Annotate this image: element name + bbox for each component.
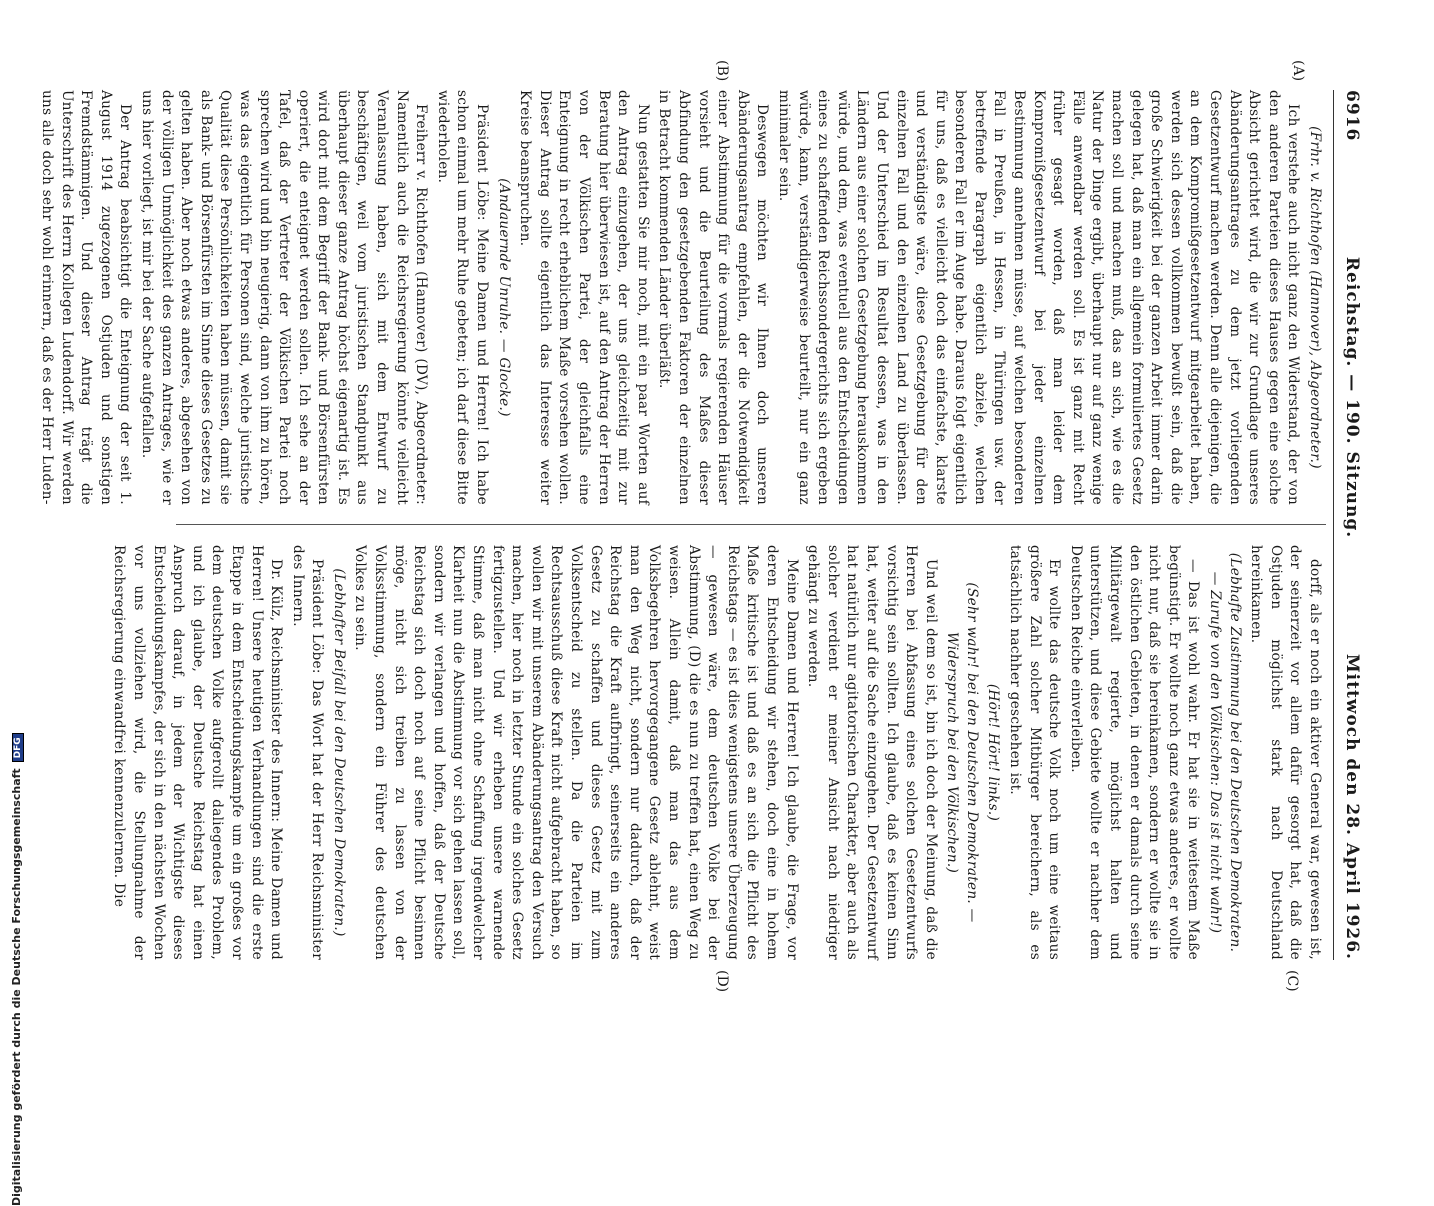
- credit-text: Digitalisierung gefördert durch die Deutsche Forschungsgemeinschaft: [10, 768, 23, 1206]
- paragraph: (Lebhafter Beifall bei den Deutschen Demokraten.): [330, 568, 347, 937]
- dfg-logo: DFG: [12, 733, 24, 762]
- page-header: [1333, 90, 1370, 960]
- paragraph: Deswegen möchten wir Ihnen doch unseren Abänderungsantrag empfehlen, der die Notwendigkeit einer Abstimmung für die vormals regierenden Häuser vorsieht und die Beurteilung des Maßes dieser Abfindung den gesetzgebenden Faktoren der einzelnen in Betracht kommenden Länder überläßt.: [656, 90, 771, 505]
- paragraph: — Das ist wohl wahr. Er hat sie in weitestem Maße begünstigt. Er wollte noch ganz etwas anderes, er wollte nicht nur, daß sie hereinkamen, sondern er wollte sie in den östlichen Gebieten, in denen er damals durch seine Militärgewalt regierte, möglichst halten und unterstützen, und diese Gebiete wollte er nachher dem Deutschen Reiche einverleiben.: [1067, 545, 1202, 960]
- paragraph: dorff, als er noch ein aktiver General war, gewesen ist, der seinerzeit vor allem dafür gesorgt hat, daß die Ostjuden möglichst stark nach Deutschland hereinkamen.: [1248, 545, 1323, 960]
- left-column: [34, 90, 1324, 505]
- margin-mark-c: (C): [1284, 970, 1300, 992]
- margin-mark-d: (D): [714, 970, 730, 993]
- paragraph: Ich verstehe auch nicht ganz den Widerstand, der von den anderen Parteien dieses Hauses gegen eine solche Absicht gerichtet wird, die wir zur Grundlage unseres Abänderungsantrages zu dem jetzt vorliegenden Gesetzentwurf machen werden. Denn alle diejenigen, die an dem Kompromißgesetzentwurf mitgearbeitet haben, werden sich dessen vollkommen bewußt sein, daß die große Schwierigkeit bei der ganzen Arbeit immer darin gelegen hat, daß man ein allgemein formuliertes Gesetz machen soll und machen muß, das an sich, wie es die Natur der Dinge ergibt, überhaupt nur auf ganz wenige Fälle anwendbar werden soll. Es ist ganz mit Recht früher gesagt worden, daß man leider dem Kompromißgesetzentwurf bei jeder einzelnen Bestimmung annehmen müsse, auf welchen besonderen Fall in Preußen, in Hessen, in Thüringen usw. der betreffende Paragraph eigentlich abziele, welchen besonderen Fall er im Auge habe. Daraus folgt eigentlich für uns, daß es vielleicht doch das einfachste, klarste und verständigste wäre, diese Gesetzgebung für den einzelnen Fall und den einzelnen Land zu überlassen. Und der Unterschied im Resultat dessen, was in den Ländern aus einer solchen Gesetzgebung herauskommen würde, und dem, was eventuell aus den Entscheidungen eines zu schaffenden Reichssondergerichts sich ergeben würde, kann, verständigerweise beurteilt, nur ein ganz minimaler sein.: [775, 90, 1302, 505]
- paragraph: (Sehr wahr! bei den Deutschen Demokraten. — Widerspruch bei den Völkischen.): [944, 582, 980, 923]
- paragraph: (Hört! Hört! links.): [985, 683, 1002, 822]
- session-date: Mittwoch den 28. April 1926.: [1342, 653, 1362, 960]
- right-column: [107, 545, 1324, 960]
- session-title: Reichstag. — 190. Sitzung.: [1342, 256, 1362, 539]
- paragraph: Dr. Külz, Reichsminister des Innern: Meine Damen und Herren! Unsere heutigen Verhandlungen sind die erste Etappe in dem Entscheidungskampfe um ein großes vor dem deutschen Volke aufgerollt daliegendes Problem, und ich glaube, der Deutsche Reichstag hat einen Anspruch darauf, in jedem der Wichtigste dieses Entscheidungskampfes, der sich in den nächsten Wochen vor uns vollziehen wird, die Stellungnahme der Reichsregierung einwandfrei kennenzulernen. Die: [111, 545, 285, 960]
- paragraph: Freiherr v. Richthofen (Hannover) (DV), Abgeordneter: Namentlich auch die Reichsregierung könnte vielleicht Veranlassung haben, sich mit dem Entwurf zu beschäftigen, weil vom juristischen Standpunkt aus überhaupt dieser ganze Antrag höchst eigenartig ist. Es wird dort mit dem Begriff der Bank- und Börsenfürsten operiert, die enteignet werden sollen. Ich sehe an der Tafel, daß der Vertreter der Völkischen Partei noch sprechen wird und bin neugierig, dann von ihm zu hören, was das eigentlich für Personen sind, welche juristische Qualität diese Persönlichkeiten haben müssen, damit sie als Bank- und Börsenfürsten im Sinne dieses Gesetzes zu gelten haben. Aber noch etwas anderes, abgesehen von der völligen Unmöglichkeit des ganzen Antrages, wie er uns hier vorliegt, ist mir bei der Sache aufgefallen.: [138, 90, 430, 505]
- page-number: 6916: [1342, 90, 1362, 142]
- paragraph: Präsident Löbe: Meine Damen und Herren! Ich habe schon einmal um mehr Ruhe gebeten; ich darf diese Bitte wiederholen.: [434, 90, 491, 505]
- column-divider: [176, 524, 1326, 525]
- paragraph: Der Antrag beabsichtigt die Enteignung der seit 1. August 1914 zugezogenen Ostjuden und sonstigen Fremdstämmigen. Und dieser Antrag trägt die Unterschrift des Herrn Kollegen Ludendorff. Wir werden uns alle doch sehr wohl erinnern, daß es der Herr Luden-: [39, 90, 134, 505]
- paragraph: Nun gestatten Sie mir noch, mit ein paar Worten auf den Antrag einzugehen, der uns gleichzeitig mit zur Beratung hier überwiesen ist, auf den Antrag der Herren von der Völkischen Partei, der gleichfalls eine Enteignung in recht erheblichem Maße vorsehen wollen. Dieser Antrag sollte eigentlich das Interesse weiter Kreise beanspruchen.: [517, 90, 651, 505]
- margin-mark-b: (B): [714, 60, 730, 82]
- paragraph: (Lebhafte Zustimmung bei den Deutschen Demokraten. — Zurufe von den Völkischen: Das ist nicht wahr!): [1207, 552, 1243, 953]
- paragraph: Meine Damen und Herren! Ich glaube, die Frage, vor deren Entscheidung wir stehen, doch eine in hohem Maße kritische ist und daß es an sich die Pflicht des Reichstags — es ist dies wenigstens unsere Überzeugung — gewesen wäre, dem deutschen Volke bei der Abstimmung, (D) die es nun zu treffen hat, einen Weg zu weisen. Allein damit, daß man das aus dem Volksbegehren hervorgegangene Gesetz ablehnt, weist man den Weg nicht, sondern nur dadurch, daß der Reichstag die Kraft aufbringt, seinerseits ein anderes Gesetz zu schaffen und dieses Gesetz mit zum Volksentscheid zu stellen. Da die Parteien im Rechtsausschuß diese Kraft nicht aufgebracht haben, so wollen wir mit unserem Abänderungsantrag den Versuch machen, hier noch in letzter Stunde ein solches Gesetz fertigzustellen. Und wir erheben unsere warnende Stimme, daß man nicht ohne Schaffung irgendwelcher Klarheit nun die Abstimmung vor sich gehen lassen soll, sondern wir verlangen und hoffen, daß der Deutsche Reichstag sich doch noch auf seine Pflicht besinnen möge, nicht sich treiben zu lassen von der Volksstimmung, sondern ein Führer des deutschen Volkes zu sein.: [352, 545, 800, 960]
- paragraph: (Andauernde Unruhe. — Glocke.): [495, 178, 512, 417]
- paragraph: Und weil dem so ist, bin ich doch der Meinung, daß die Herren bei Abfassung eines solchen Gesetzentwurfs vorsichtig sein sollten. Ich glaube, daß es keinen Sinn hat, weiter auf die Sache einzugehen. Der Gesetzentwurf hat natürlich nur agitatorischen Charakter, aber auch als solcher verdient er meiner Ansicht nach niedriger gehängt zu werden.: [805, 545, 939, 960]
- paragraph: Präsident Löbe: Das Wort hat der Herr Reichsminister des Innern.: [289, 545, 326, 960]
- scanned-page: [39, 60, 1370, 993]
- page-rotated: [39, 60, 1370, 993]
- margin-mark-a: (A): [1290, 60, 1306, 82]
- paragraph: (Frhr. v. Richthofen (Hannover), Abgeordneter.): [1307, 126, 1323, 469]
- digitization-credit: [10, 306, 26, 1206]
- paragraph: Er wollte das deutsche Volk noch um eine weitaus größere Zahl solcher Mitbürger bereichern, als es tatsächlich nachher geschehen ist.: [1007, 545, 1063, 960]
